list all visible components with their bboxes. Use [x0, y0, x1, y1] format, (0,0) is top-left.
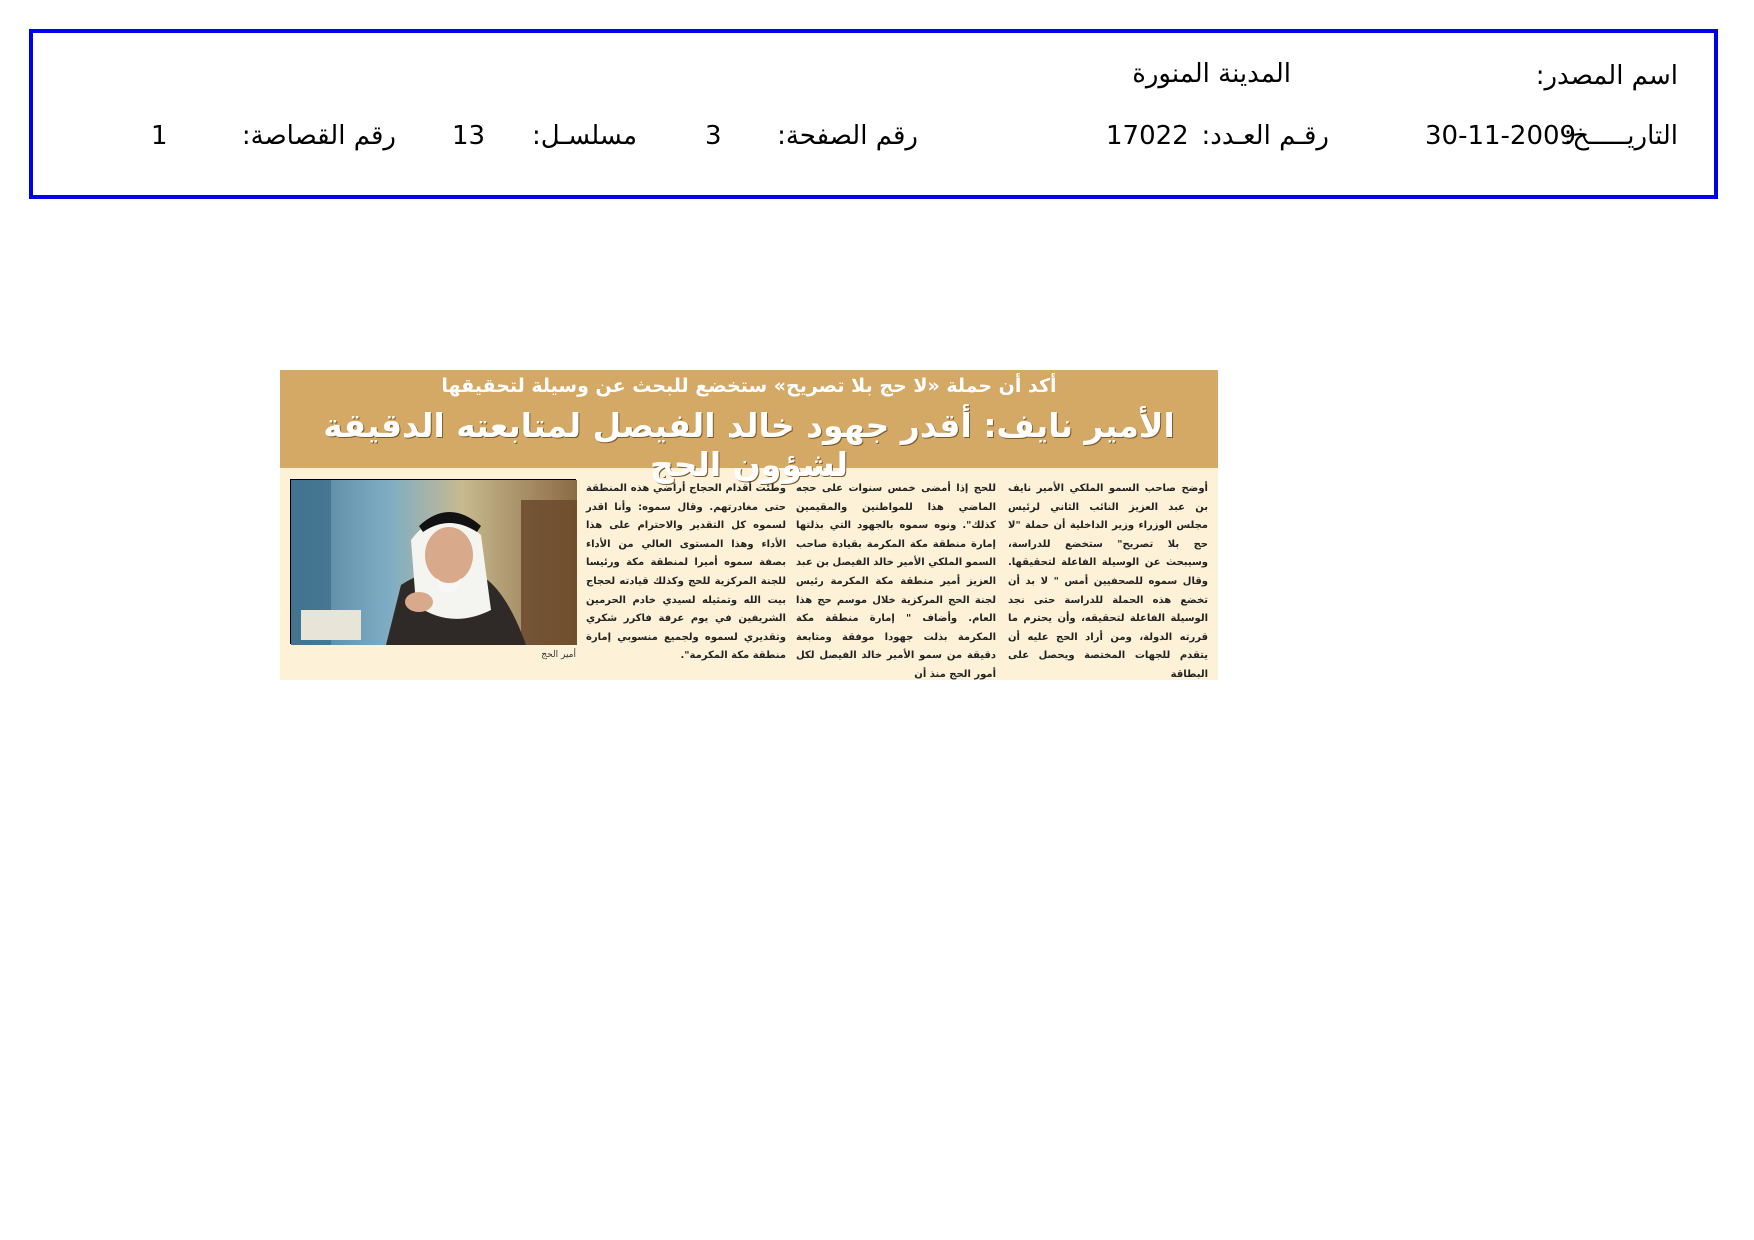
- newspaper-clipping: [280, 370, 1218, 680]
- article-headline: الأمير نايف: أقدر جهود خالد الفيصل لمتابعته الدقيقة لشؤون الحج: [323, 406, 1175, 484]
- page-value: 3: [705, 121, 722, 151]
- clip-number-value: 1: [151, 121, 168, 151]
- clip-number-label: رقم القصاصة:: [241, 121, 396, 151]
- metadata-header-box: [29, 29, 1718, 199]
- issue-label: رقـم العـدد:: [1201, 121, 1329, 151]
- issue-value: 17022: [1106, 121, 1189, 151]
- date-label: التاريـــــخ:: [1563, 121, 1678, 151]
- source-label: اسم المصدر:: [1535, 61, 1678, 91]
- serial-value: 13: [452, 121, 486, 151]
- photo-caption: أمير الحج: [541, 650, 576, 660]
- portrait-illustration: [291, 480, 577, 645]
- page-label: رقم الصفحة:: [777, 121, 918, 151]
- serial-label: مسلسـل:: [532, 121, 637, 151]
- headline-banner: [280, 370, 1218, 484]
- date-value: 30-11-2009: [1425, 121, 1577, 151]
- article-photo: [290, 479, 576, 644]
- article-column-3: وطئت أقدام الحجاج أراضي هذه المنطقة حتى مغادرتهم. وقال سموه: وأنا اقدر لسموه كل التقدير والاحترام على هذا الأداء وهذا المستوى العالي من الأداء بصفة سموه أميرا لمنطقة مكة ورئيسا للجنة المركزية للحج وكذلك قيادته لحجاج بيت الله وتمثيله لسيدي خادم الحرمين الشريفين في يوم عرفة فاكرر شكري وتقديري لسموه ولجميع منسوبي إمارة منطقة مكة المكرمة".: [586, 483, 786, 662]
- article-subheadline: أكد أن حملة «لا حج بلا تصريح» ستخضع للبحث عن وسيلة لتحقيقها: [441, 375, 1057, 397]
- source-value: المدينة المنورة: [1132, 59, 1291, 89]
- article-column-2: للحج إذا أمضى خمس سنوات على حجه الماضي هذا للمواطنين والمقيمين كذلك". ونوه سموه بالجهود التي بذلتها إمارة منطقة مكة المكرمة بقيادة صاحب السمو الملكي الأمير خالد الفيصل بن عبد العزيز أمير منطقة مكة المكرمة رئيس لجنة الحج المركزية خلال موسم حج هذا العام. وأضاف " إمارة منطقة مكة المكرمة بذلت جهودا موفقة ومتابعة دقيقة من سمو الأمير خالد الفيصل لكل أمور الحج منذ أن: [796, 483, 996, 680]
- article-column-1: أوضح صاحب السمو الملكي الأمير نايف بن عبد العزيز النائب الثاني لرئيس مجلس الوزراء وزير الداخلية أن حملة "لا حج بلا تصريح" ستخضع للدراسة، وسيبحث عن الوسيلة الفاعلة لتحقيقها. وقال سموه للصحفيين أمس " لا بد أن تخضع هذه الحملة للدراسة حتى نجد الوسيلة الفاعلة لتحقيقه، وأن يحترم ما قررته الدولة، ومن أراد الحج عليه أن يتقدم للجهات المختصة ويحصل على البطاقة: [1008, 483, 1208, 680]
